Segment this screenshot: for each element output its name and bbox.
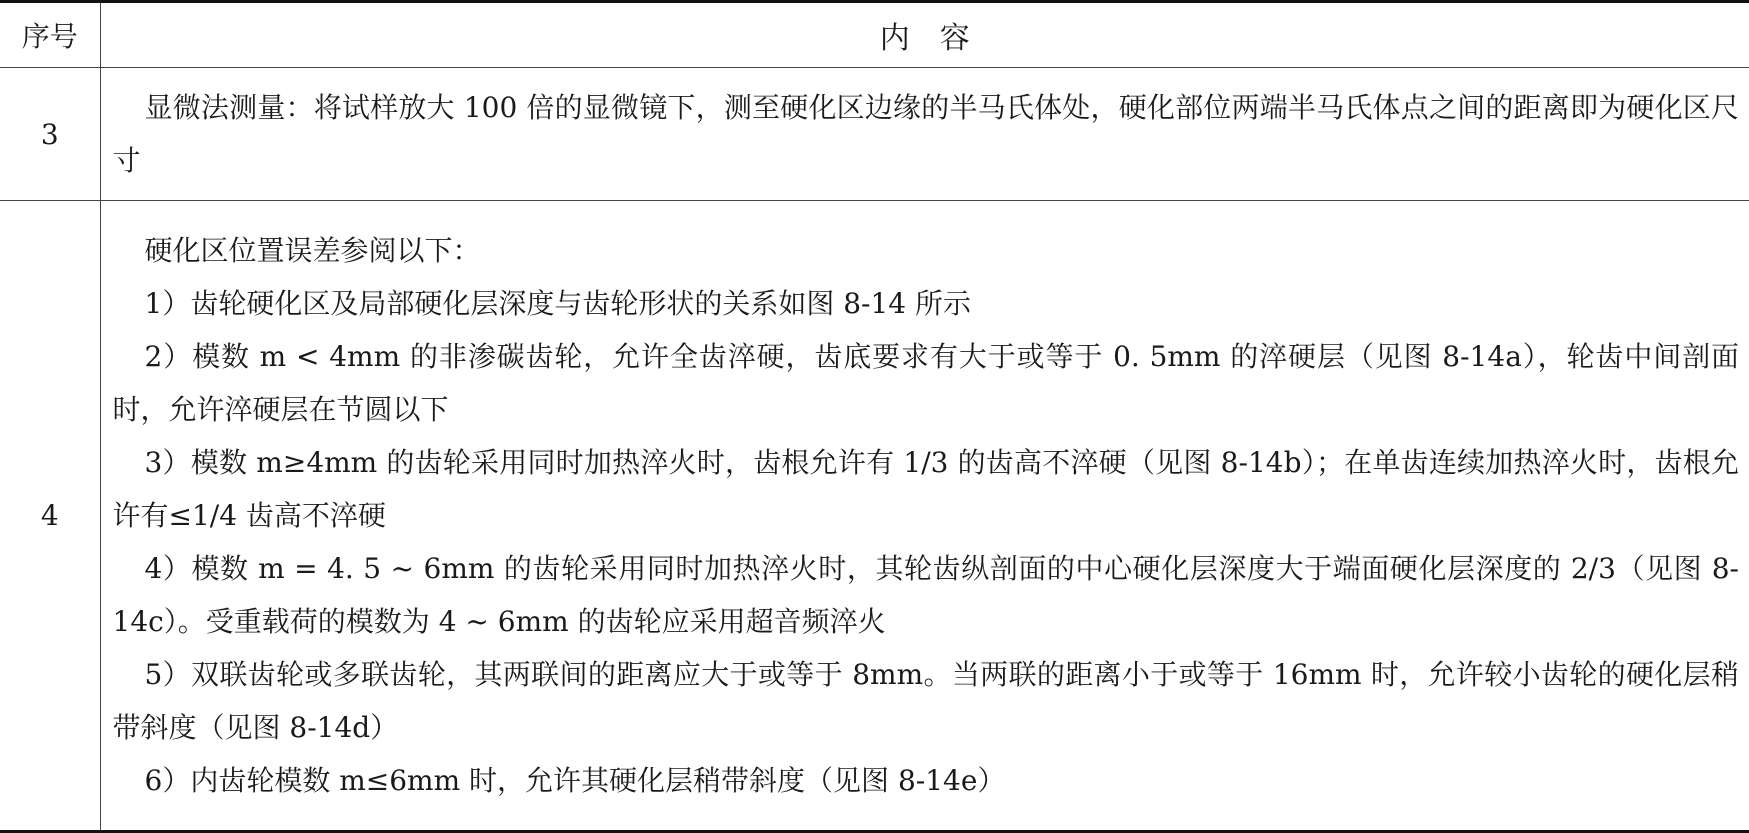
paragraph: 硬化区位置误差参阅以下： [144,234,481,267]
table-row [0,68,1749,201]
list-item: 5）双联齿轮或多联齿轮，其两联间的距离应大于或等于 8mm。当两联的距离小于或等于 16mm 时，允许较小齿轮的硬化层稍带斜度（见图 8-14d） [112,658,1739,744]
row-number: 3 [0,68,100,201]
list-item: 3）模数 m≥4mm 的齿轮采用同时加热淬火时，齿根允许有 1/3 的齿高不淬硬（见图 8-14b）；在单齿连续加热淬火时，齿根允许有≤1/4 齿高不淬硬 [112,446,1739,532]
list-item: 6）内齿轮模数 m≤6mm 时，允许其硬化层稍带斜度（见图 8-14e） [144,764,1006,797]
table-header [0,2,1749,68]
list-item: 2）模数 m < 4mm 的非渗碳齿轮，允许全齿淬硬，齿底要求有大于或等于 0. 5mm 的淬硬层（见图 8-14a），轮齿中间剖面时，允许淬硬层在节圆以下 [112,340,1739,426]
paragraph: 显微法测量：将试样放大 100 倍的显微镜下，测至硬化区边缘的半马氏体处，硬化部位两端半马氏体点之间的距离即为硬化区尺寸 [112,91,1739,177]
row-content [100,68,1749,201]
header-content: 内 容 [100,2,1749,68]
table-row [0,201,1749,832]
list-item: 4）模数 m = 4. 5 ~ 6mm 的齿轮采用同时加热淬火时，其轮齿纵剖面的中心硬化层深度大于端面硬化层深度的 2/3（见图 8-14c）。受重载荷的模数为 4 ~ 6mm 的齿轮应采用超音频淬火 [112,552,1739,638]
header-no: 序号 [0,2,100,68]
row-content [100,201,1749,832]
list-item: 1）齿轮硬化区及局部硬化层深度与齿轮形状的关系如图 8-14 所示 [144,287,972,320]
table-body [0,68,1749,832]
header-row [0,2,1749,68]
row-number: 4 [0,201,100,832]
